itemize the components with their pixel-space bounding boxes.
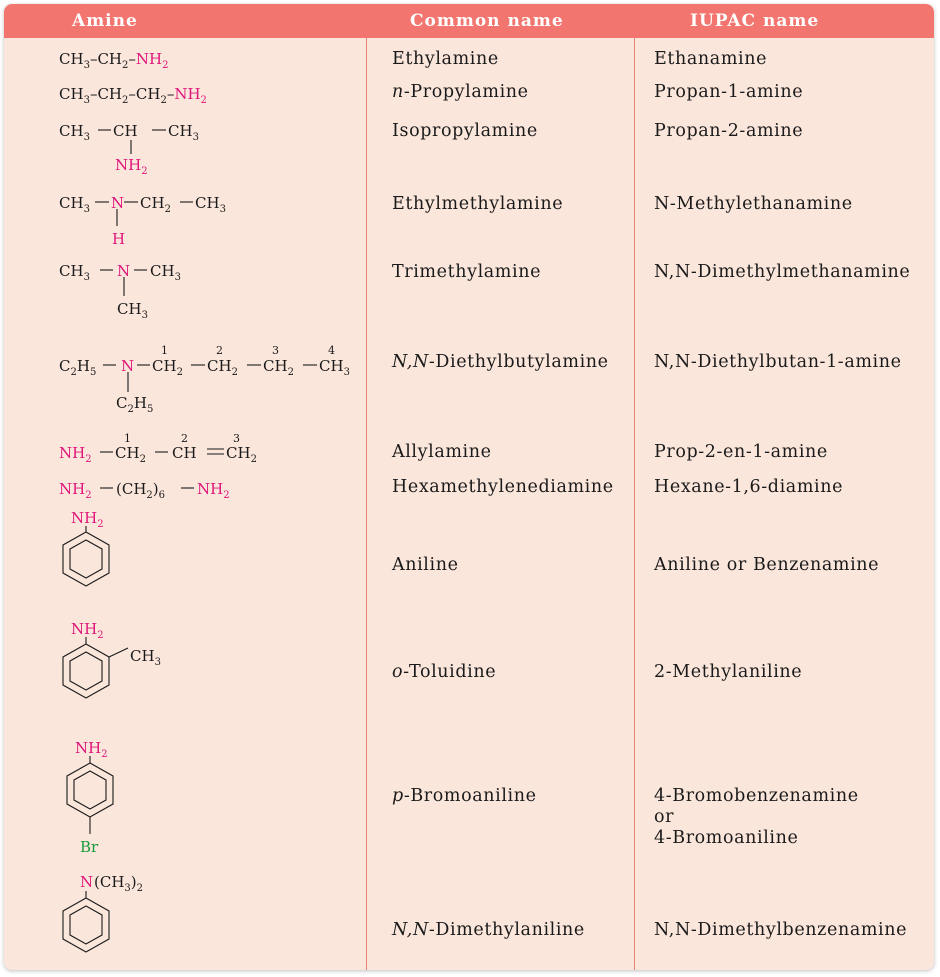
formula-text: $NH_2$ (115, 156, 148, 177)
common-name: Aniline (392, 555, 459, 575)
common-name: N,N-Diethylbutylamine (392, 352, 609, 372)
carbon-number: 3 (272, 344, 279, 357)
amine-table (4, 4, 934, 970)
formula-text: $CH_3$ (195, 194, 226, 215)
formula-text: $CH_3$ (59, 194, 90, 215)
formula-text: $(CH_2)_6$ (116, 480, 166, 501)
formula-text: $CH_3$ (59, 262, 90, 283)
iupac-name: N,N-Diethylbutan-1-amine (654, 352, 902, 372)
iupac-name: Aniline or Benzenamine (654, 555, 880, 575)
iupac-name: Propan-2-amine (654, 121, 804, 141)
formula-text: $NH_2$ (75, 739, 108, 760)
iupac-name: 4-Bromobenzenamine (654, 786, 859, 806)
header-amine: Amine (72, 11, 138, 31)
formula-text: $C_2H_5$ (59, 357, 97, 378)
common-name: N,N-Dimethylaniline (392, 920, 585, 940)
common-name: Trimethylamine (392, 262, 542, 282)
carbon-number: 2 (181, 432, 188, 445)
common-name: Ethylamine (392, 49, 499, 69)
common-name: Isopropylamine (392, 121, 538, 141)
iupac-name: N-Methylethanamine (654, 194, 853, 214)
formula-text: $CH_3-CH_2-CH_2-NH_2$ (59, 85, 207, 106)
formula-text: $(CH_3)_2$ (94, 873, 144, 894)
formula-text: $CH_3$ (130, 647, 161, 668)
formula-text: $NH_2$ (71, 620, 104, 641)
formula-text: N (111, 194, 125, 212)
header-iupac-name: IUPAC name (690, 11, 820, 31)
iupac-name: Hexane-1,6-diamine (654, 477, 844, 497)
formula-text: $CH_3$ (59, 122, 90, 143)
formula-text: $CH_2$ (207, 357, 238, 378)
formula-text: $CH_3$ (150, 262, 181, 283)
carbon-number: 1 (124, 432, 131, 445)
formula-text: $NH_2$ (59, 444, 92, 465)
common-name: p-Bromoaniline (392, 786, 537, 806)
iupac-name: N,N-Dimethylmethanamine (654, 262, 911, 282)
formula-text: N (80, 873, 94, 891)
formula-text: $CH_3$ (168, 122, 199, 143)
common-name: n-Propylamine (392, 82, 529, 102)
carbon-number: 3 (233, 432, 240, 445)
formula-text: $CH_2$ (140, 194, 171, 215)
formula-text: $NH_2$ (197, 480, 230, 501)
header-common-name: Common name (410, 11, 564, 31)
formula-text: N (121, 357, 135, 375)
formula-text: $NH_2$ (59, 480, 92, 501)
common-name: o-Toluidine (392, 662, 497, 682)
formula-text: H (112, 230, 126, 248)
formula-text: $CH_2$ (263, 357, 294, 378)
common-name: Hexamethylenediamine (392, 477, 614, 497)
formula-text: $NH_2$ (71, 509, 104, 530)
carbon-number: 1 (161, 344, 168, 357)
formula-text: $CH_3-CH_2-NH_2$ (59, 50, 169, 71)
iupac-name: or (654, 807, 675, 827)
formula-text: $CH_2$ (115, 444, 146, 465)
iupac-name: Ethanamine (654, 49, 768, 69)
structural-formulas (4, 4, 366, 970)
formula-text: CH (172, 444, 197, 462)
formula-text: $C_2H_5$ (116, 394, 154, 415)
formula-text: $CH_3$ (117, 300, 148, 321)
carbon-number: 4 (328, 344, 335, 357)
carbon-number: 2 (216, 344, 223, 357)
formula-text: N (117, 262, 131, 280)
column-divider (366, 38, 367, 970)
formula-text: CH (113, 122, 138, 140)
iupac-name: Prop-2-en-1-amine (654, 442, 828, 462)
formula-text: $CH_3$ (319, 357, 350, 378)
column-divider (634, 38, 635, 970)
formula-text: Br (80, 838, 99, 856)
iupac-name: Propan-1-amine (654, 82, 804, 102)
common-name: Ethylmethylamine (392, 194, 564, 214)
common-name: Allylamine (392, 442, 492, 462)
iupac-name: 2-Methylaniline (654, 662, 803, 682)
iupac-name: N,N-Dimethylbenzenamine (654, 920, 908, 940)
formula-text: $CH_2$ (226, 444, 257, 465)
formula-text: $CH_2$ (152, 357, 183, 378)
iupac-name: 4-Bromoaniline (654, 828, 799, 848)
